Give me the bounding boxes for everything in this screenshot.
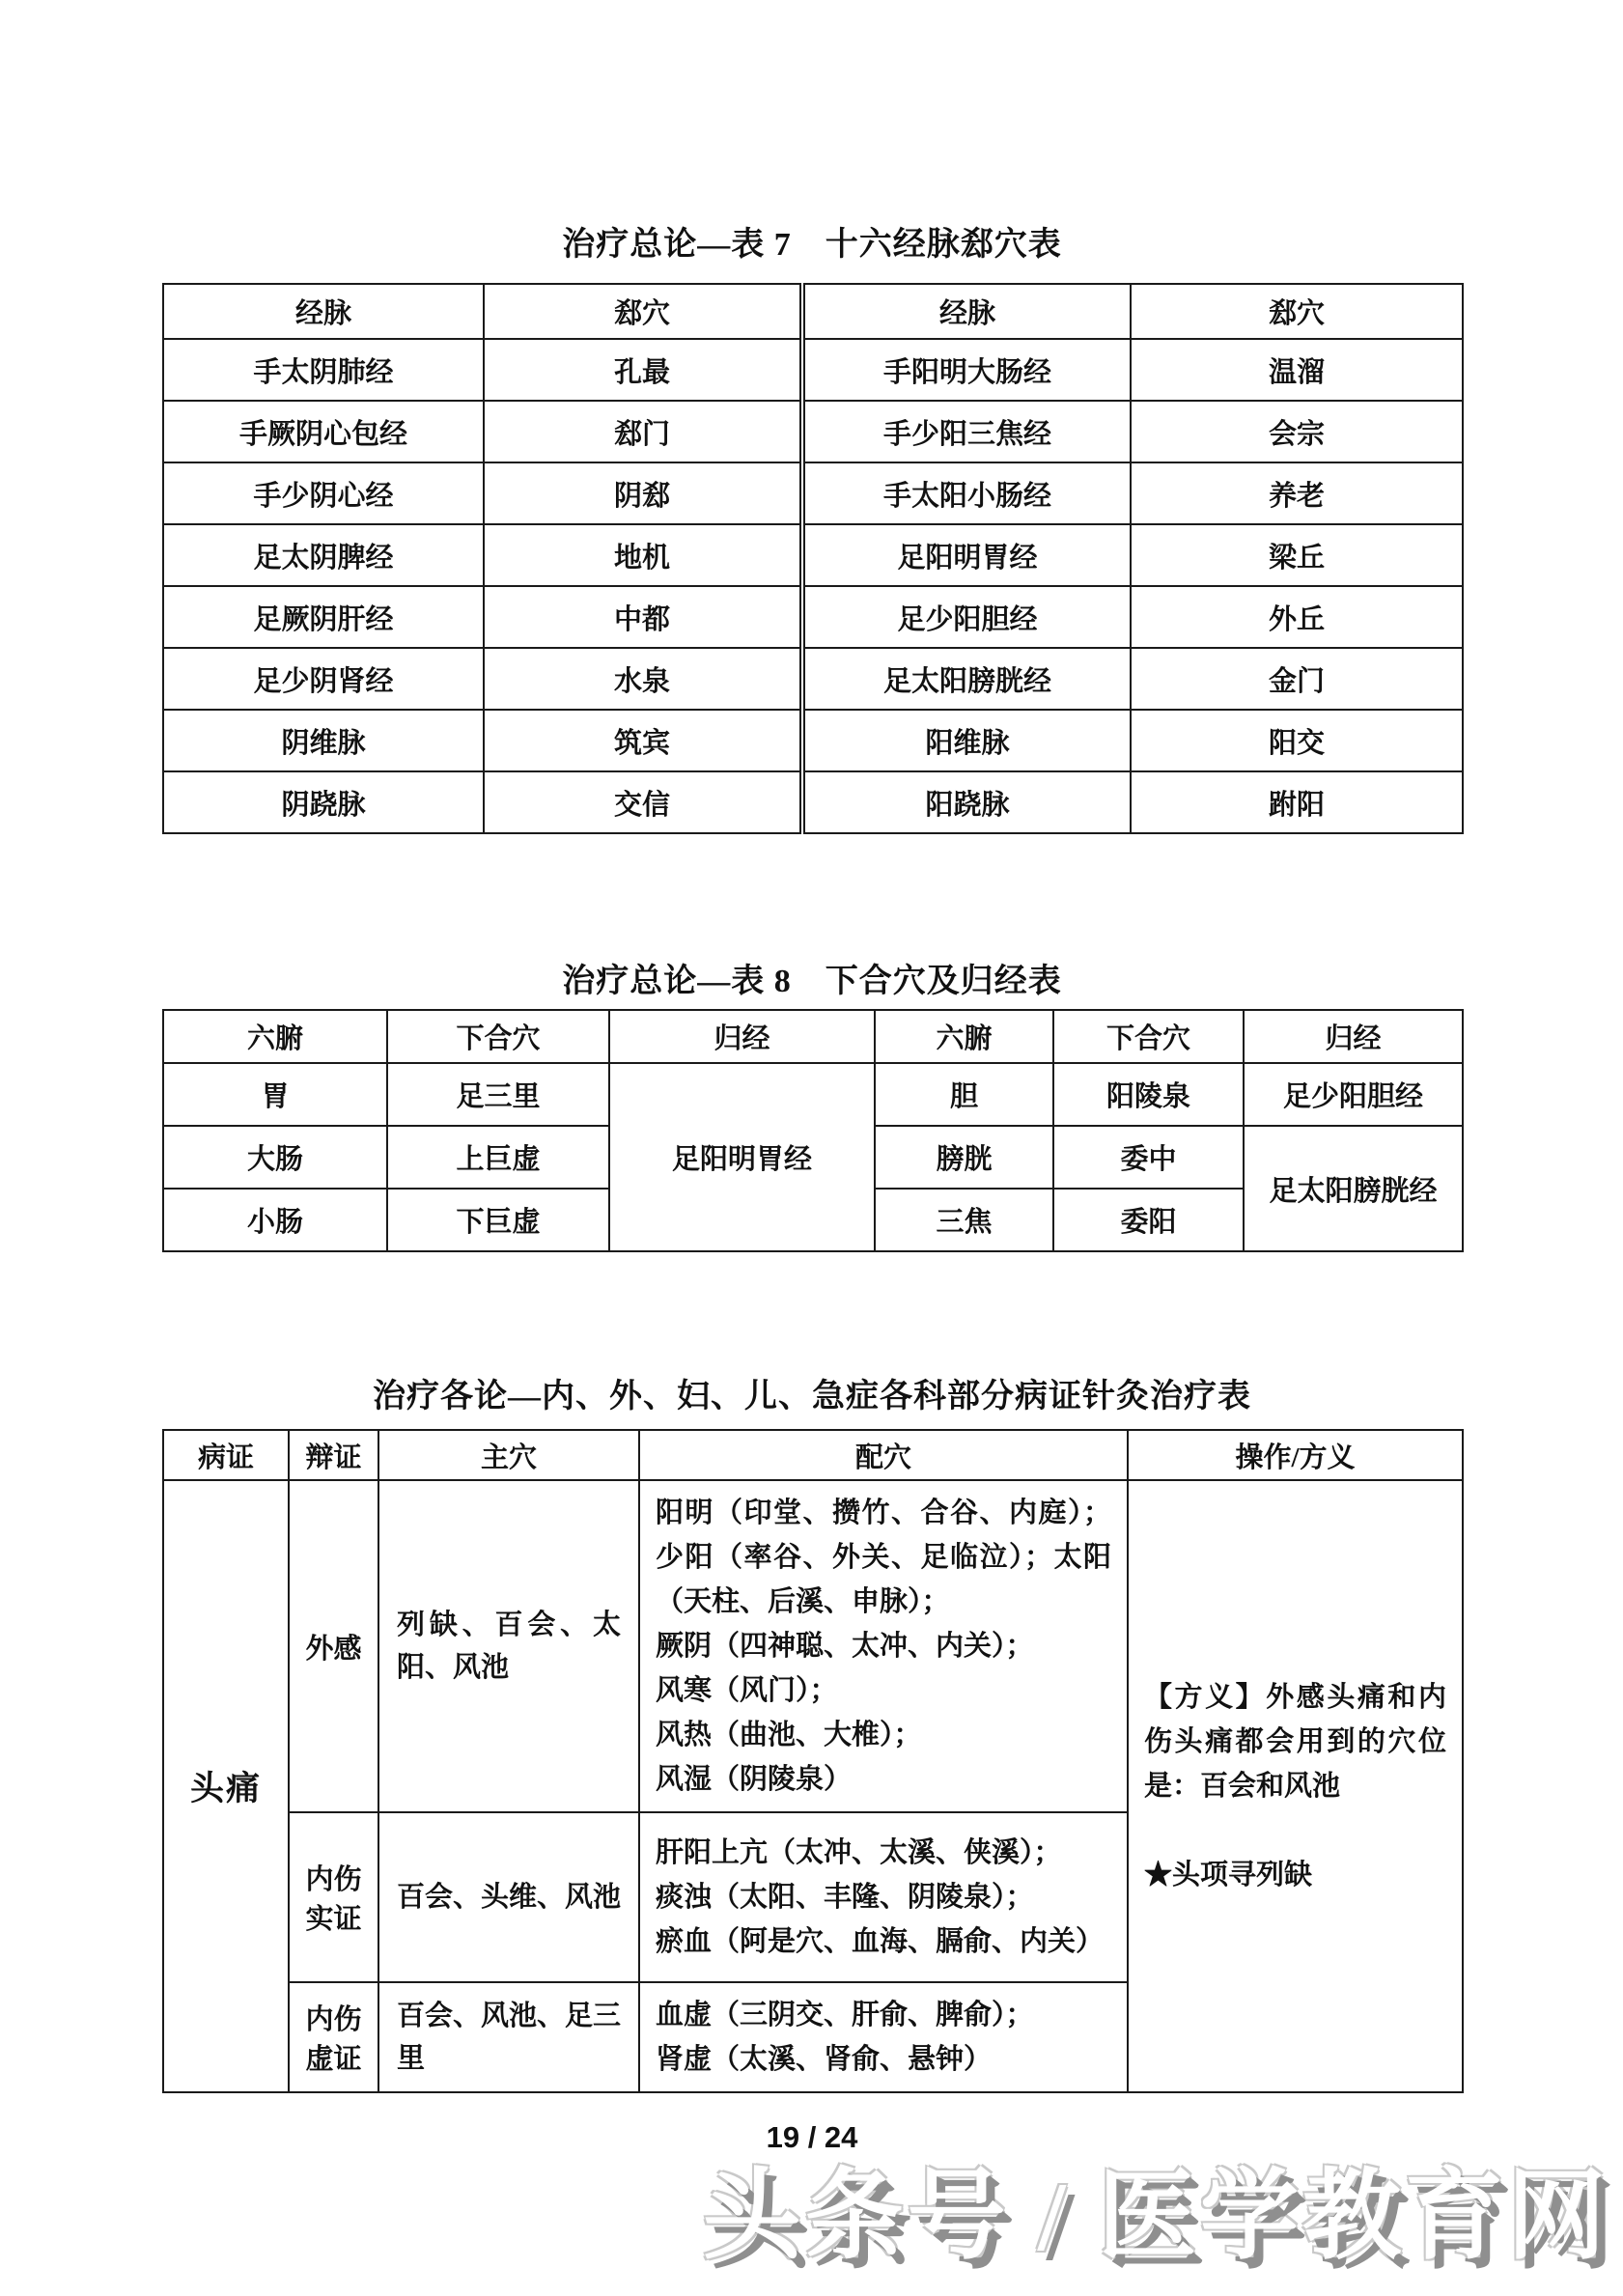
cell: 阴跷脉 (163, 771, 484, 833)
cell: 胆 (875, 1063, 1053, 1126)
cell: 筑宾 (484, 710, 802, 771)
cell: 手阳明大肠经 (802, 339, 1131, 401)
pairing-line: 风湿（阴陵泉） (656, 1764, 853, 1795)
table-row (163, 1063, 1463, 1126)
column-header: 归经 (1244, 1010, 1463, 1063)
cell: 孔最 (484, 339, 802, 401)
cell: 水泉 (484, 648, 802, 710)
merged-meridian-cell: 足太阳膀胱经 (1244, 1126, 1463, 1251)
cell: 足少阳胆经 (802, 586, 1131, 648)
pairing-points-cell (639, 1480, 1128, 1812)
syndrome-cell: 内伤实证 (289, 1812, 378, 1982)
cell: 小肠 (163, 1189, 387, 1251)
column-header: 经脉 (163, 284, 484, 339)
column-header: 病证 (163, 1430, 289, 1480)
cell: 足太阴脾经 (163, 524, 484, 586)
cell: 阳交 (1131, 710, 1463, 771)
cell: 胃 (163, 1063, 387, 1126)
treatment-table (162, 1429, 1464, 2093)
column-header: 郄穴 (1131, 284, 1463, 339)
cell: 委阳 (1053, 1189, 1244, 1251)
table-row (163, 524, 1463, 586)
cell: 金门 (1131, 648, 1463, 710)
page-number: 19 / 24 (766, 2120, 858, 2154)
cell: 阳维脉 (802, 710, 1131, 771)
column-header: 配穴 (639, 1430, 1128, 1480)
cell: 养老 (1131, 462, 1463, 524)
cell: 阳跷脉 (802, 771, 1131, 833)
column-header: 郄穴 (484, 284, 802, 339)
cell: 足阳明胃经 (802, 524, 1131, 586)
watermark: 头条号 / 医学教育网 (702, 2163, 1609, 2272)
cell: 委中 (1053, 1126, 1244, 1189)
cell: 郄门 (484, 401, 802, 462)
column-header: 六腑 (163, 1010, 387, 1063)
column-header: 归经 (609, 1010, 875, 1063)
pairing-line: 痰浊（太阳、丰隆、阴陵泉）； (656, 1882, 1034, 1913)
table-row (163, 648, 1463, 710)
cell: 地机 (484, 524, 802, 586)
cell: 手少阴心经 (163, 462, 484, 524)
column-header: 下合穴 (387, 1010, 609, 1063)
table-row (163, 771, 1463, 833)
cell: 足少阳胆经 (1244, 1063, 1463, 1126)
pairing-line: 肝阳上亢（太冲、太溪、侠溪）； (656, 1837, 1062, 1868)
disease-cell: 头痛 (163, 1480, 289, 2092)
table-row (163, 586, 1463, 648)
merged-meridian-cell: 足阳明胃经 (609, 1063, 875, 1251)
pairing-line: 肾虚（太溪、肾俞、悬钟） (656, 2044, 993, 2075)
cell: 足厥阴肝经 (163, 586, 484, 648)
cell: 阳陵泉 (1053, 1063, 1244, 1126)
table-header-row (163, 1010, 1463, 1063)
cell: 手太阴肺经 (163, 339, 484, 401)
table-row (163, 1480, 1463, 1812)
treatment-table-title: 治疗各论—内、外、妇、儿、急症各科部分病证针灸治疗表 (373, 1379, 1251, 1414)
column-header: 主穴 (378, 1430, 639, 1480)
cell: 外丘 (1131, 586, 1463, 648)
cell: 阴维脉 (163, 710, 484, 771)
cell: 手太阳小肠经 (802, 462, 1131, 524)
table8-title: 治疗总论—表 8 下合穴及归经表 (562, 964, 1062, 999)
pairing-points-cell (639, 1982, 1128, 2092)
cell: 下巨虚 (387, 1189, 609, 1251)
mnemonic-note: ★头项寻列缺 (1144, 1860, 1313, 1890)
main-points-cell: 百会、头维、风池 (378, 1812, 639, 1982)
table-header-row (163, 284, 1463, 339)
table-header-row (163, 1430, 1463, 1480)
pairing-line: 阳明（印堂、攒竹、合谷、内庭）；少阳（率谷、外关、足临泣）；太阳（天柱、后溪、申脉）； (656, 1498, 1111, 1617)
syndrome-cell: 外感 (289, 1480, 378, 1812)
column-header: 辩证 (289, 1430, 378, 1480)
rationale-note: 【方义】外感头痛和内伤头痛都会用到的穴位是：百会和风池 (1144, 1682, 1446, 1802)
main-points-cell: 百会、风池、足三里 (378, 1982, 639, 2092)
pairing-line: 风寒（风门）； (656, 1675, 838, 1706)
operation-rationale-cell (1128, 1480, 1463, 2092)
cell: 温溜 (1131, 339, 1463, 401)
cell: 手少阳三焦经 (802, 401, 1131, 462)
column-header: 操作/方义 (1128, 1430, 1463, 1480)
pairing-line: 风热（曲池、大椎）； (656, 1720, 922, 1750)
table8-lower-he-sea-points (162, 1009, 1464, 1252)
cell: 会宗 (1131, 401, 1463, 462)
table7-xi-cleft-points (162, 283, 1464, 834)
cell: 交信 (484, 771, 802, 833)
cell: 三焦 (875, 1189, 1053, 1251)
cell: 大肠 (163, 1126, 387, 1189)
cell: 足太阳膀胱经 (802, 648, 1131, 710)
cell: 阴郄 (484, 462, 802, 524)
table-row (163, 401, 1463, 462)
main-points-cell: 列缺、百会、太阳、风池 (378, 1480, 639, 1812)
cell: 足三里 (387, 1063, 609, 1126)
column-header: 下合穴 (1053, 1010, 1244, 1063)
table7-title: 治疗总论—表 7 十六经脉郄穴表 (562, 227, 1062, 263)
pairing-line: 瘀血（阿是穴、血海、膈俞、内关） (656, 1926, 1105, 1957)
pairing-line: 厥阴（四神聪、太冲、内关）； (656, 1631, 1034, 1662)
cell: 上巨虚 (387, 1126, 609, 1189)
cell: 中都 (484, 586, 802, 648)
table-row (163, 462, 1463, 524)
cell: 手厥阴心包经 (163, 401, 484, 462)
cell: 梁丘 (1131, 524, 1463, 586)
column-header: 经脉 (802, 284, 1131, 339)
cell: 膀胱 (875, 1126, 1053, 1189)
table-row (163, 710, 1463, 771)
pairing-line: 血虚（三阴交、肝俞、脾俞）； (656, 2000, 1034, 2030)
syndrome-cell: 内伤虚证 (289, 1982, 378, 2092)
pairing-points-cell (639, 1812, 1128, 1982)
cell: 跗阳 (1131, 771, 1463, 833)
table-row (163, 339, 1463, 401)
column-header: 六腑 (875, 1010, 1053, 1063)
cell: 足少阴肾经 (163, 648, 484, 710)
